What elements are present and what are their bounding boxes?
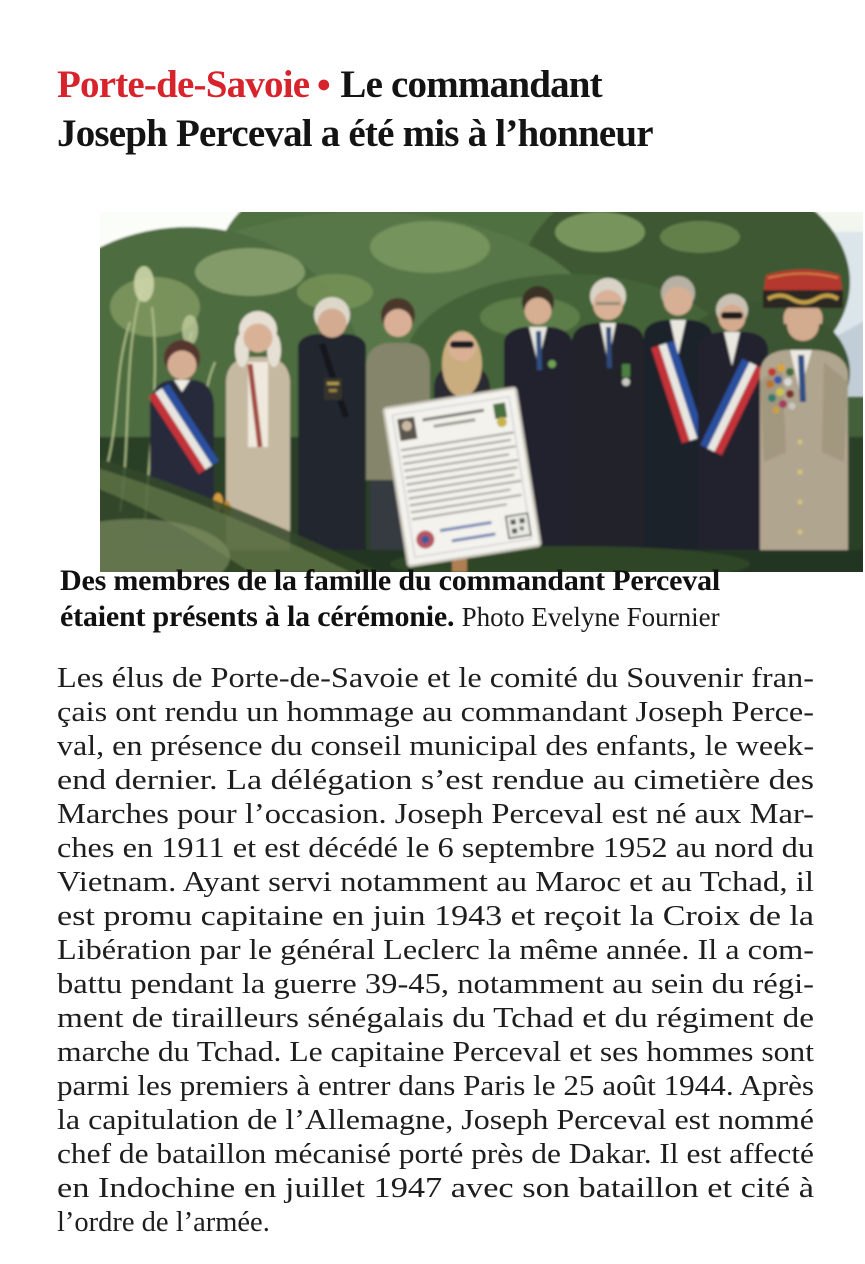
person-man-dark [298, 297, 366, 572]
article-text-line: çais ont rendu un hommage au commandant Joseph Perce- [57, 697, 814, 728]
headline-rest: Le commandant [340, 63, 602, 106]
article-text-line: l’ordre de l’armée. [57, 1207, 270, 1238]
memorial-plaque [383, 388, 540, 567]
article-text-line: Libération par le général Leclerc la même année. Il a com- [57, 935, 814, 966]
article-text-line: Les élus de Porte-de-Savoie et le comité du Souvenir fran- [57, 663, 814, 694]
article-body [57, 662, 814, 1240]
article-text-line: la capitulation de l’Allemagne, Joseph Perceval est nommé [57, 1105, 814, 1136]
article-text-line: ment de tirailleurs sénégalais du Tchad et du régiment de [57, 1003, 814, 1034]
article-text-line: ches en 1911 et est décédé le 6 septembre 1952 au nord du [57, 833, 815, 864]
article-text-line: end dernier. La délégation s’est rendue au cimetière des [57, 765, 814, 796]
headline-kicker: Porte-de-Savoie [57, 63, 310, 106]
article-text-line: val, en présence du conseil municipal des enfants, le week- [57, 731, 814, 762]
article-text-line: en Indochine en juillet 1947 avec son bataillon et cité à [57, 1173, 814, 1204]
person-sash-2 [698, 294, 768, 572]
photo-caption [60, 563, 830, 635]
article-text-line: parmi les premiers à entrer dans Paris le 25 août 1944. Après [57, 1071, 814, 1102]
caption-line1: Des membres de la famille du commandant Perceval [60, 564, 721, 597]
photo-scene [100, 212, 863, 572]
headline-bullet-icon: ● [316, 71, 332, 98]
article-photo [100, 212, 863, 572]
ceremony-photo [100, 212, 863, 572]
article-text-line: chef de bataillon mécanisé porté près de Dakar. Il est affecté [57, 1139, 814, 1170]
headline-line2: Joseph Perceval a été mis à l’honneur [57, 112, 653, 155]
photo-credit: Photo Evelyne Fournier [461, 602, 720, 632]
article-text-line: battu pendant la guerre 39-45, notamment au sein du régi- [57, 969, 814, 1000]
headline [57, 60, 827, 158]
article-text-line: marche du Tchad. Le capitaine Perceval et ses hommes sont [57, 1037, 814, 1068]
article-text-line: est promu capitaine en juin 1943 et reçoit la Croix de la [57, 901, 814, 932]
caption-line2: étaient présents à la cérémonie. [60, 600, 455, 633]
article-text-line: Marches pour l’occasion. Joseph Perceval est né aux Mar- [57, 799, 814, 830]
article-text-line: Vietnam. Ayant servi notamment au Maroc et au Tchad, il [57, 867, 814, 898]
